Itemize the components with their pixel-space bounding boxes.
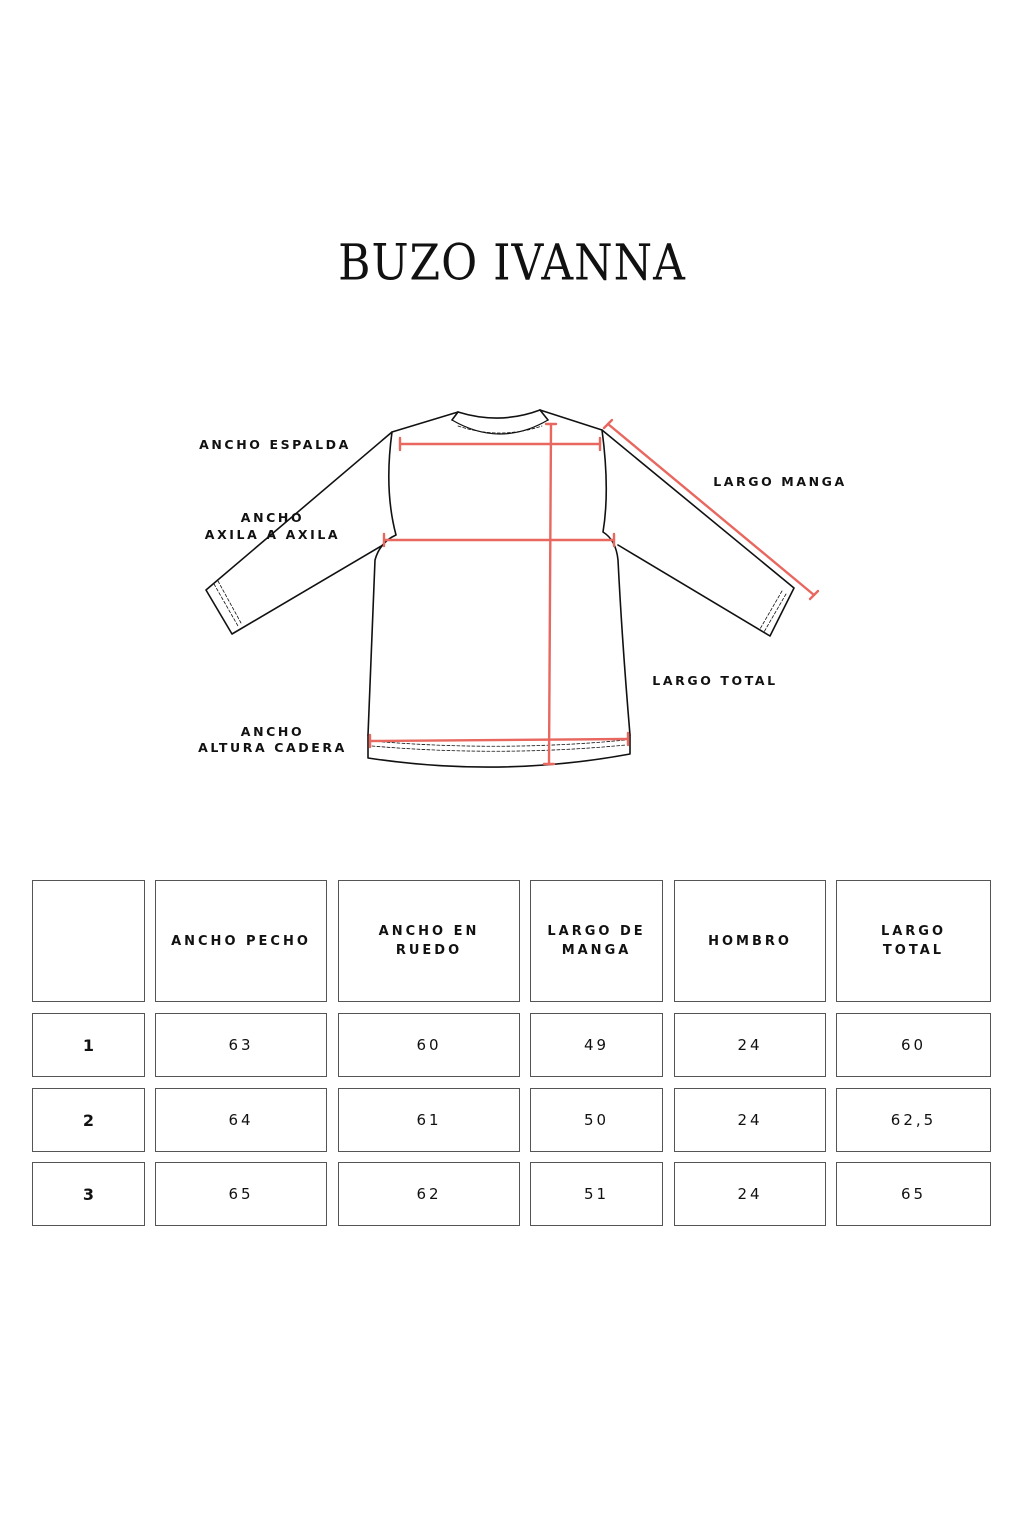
table-cell: 60 (338, 1013, 520, 1077)
manga-measure-line (608, 424, 814, 595)
label-ancho-cadera-line2: ALTURA CADERA (198, 740, 347, 755)
table-cell: 51 (530, 1162, 663, 1226)
sweatshirt-outline-icon (206, 410, 794, 767)
table-cell: 49 (530, 1013, 663, 1077)
table-header-largo-manga: LARGO DE MANGA (530, 880, 663, 1002)
table-row-size-label: 3 (32, 1162, 145, 1226)
table-cell: 50 (530, 1088, 663, 1152)
label-ancho-espalda: ANCHO ESPALDA (199, 437, 351, 452)
table-header-ancho-pecho: ANCHO PECHO (155, 880, 327, 1002)
table-cell: 62,5 (836, 1088, 991, 1152)
table-cell: 61 (338, 1088, 520, 1152)
measure-lines (370, 420, 818, 764)
largo-total-measure-line (549, 424, 551, 764)
cadera-measure-line (370, 739, 628, 741)
table-row-size-label: 2 (32, 1088, 145, 1152)
label-largo-total: LARGO TOTAL (652, 673, 778, 688)
table-cell: 60 (836, 1013, 991, 1077)
table-row-size-label: 1 (32, 1013, 145, 1077)
table-header-cell-empty (32, 880, 145, 1002)
table-cell: 24 (674, 1088, 826, 1152)
table-cell: 24 (674, 1162, 826, 1226)
label-ancho-axila-line1: ANCHO (240, 510, 305, 525)
label-ancho-axila-line2: AXILA A AXILA (204, 527, 341, 542)
page-title: BUZO IVANNA (338, 234, 686, 293)
table-cell: 64 (155, 1088, 327, 1152)
table-header-hombro: HOMBRO (674, 880, 826, 1002)
table-cell: 24 (674, 1013, 826, 1077)
label-largo-manga: LARGO MANGA (713, 474, 847, 489)
table-cell: 63 (155, 1013, 327, 1077)
table-cell: 65 (155, 1162, 327, 1226)
table-cell: 62 (338, 1162, 520, 1226)
table-header-largo-total: LARGO TOTAL (836, 880, 991, 1002)
label-ancho-cadera-line1: ANCHO (240, 724, 305, 739)
table-header-ancho-ruedo: ANCHO EN RUEDO (338, 880, 520, 1002)
table-cell: 65 (836, 1162, 991, 1226)
